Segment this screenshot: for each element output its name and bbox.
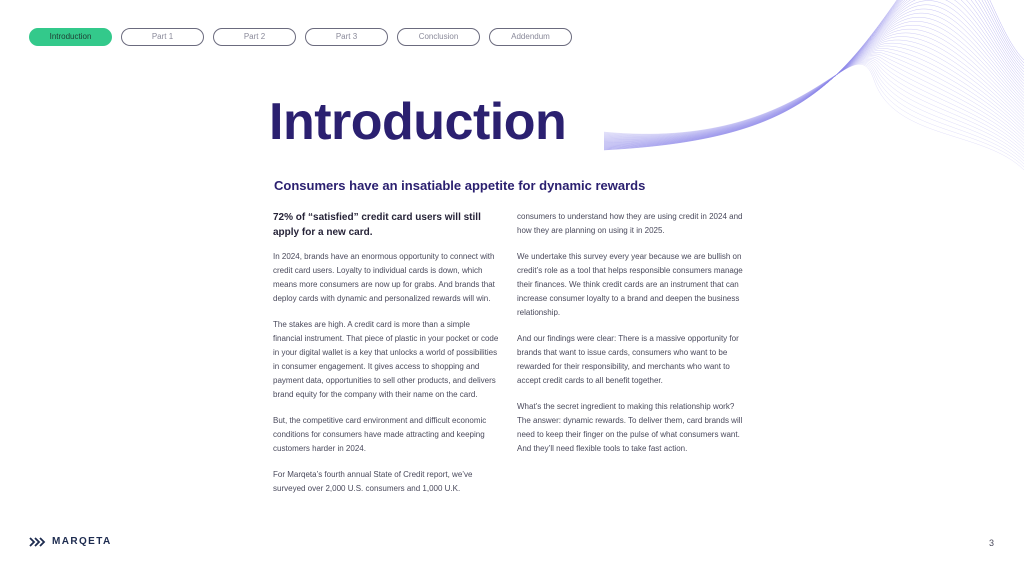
wave-line	[604, 0, 1024, 146]
wave-line	[604, 0, 1024, 147]
tab-part-3[interactable]: Part 3	[305, 28, 388, 46]
body-paragraph: For Marqeta’s fourth annual State of Credit report, we’ve surveyed over 2,000 U.S. consumers and 1,000 U.K.	[273, 470, 473, 493]
body-paragraph: We undertake this survey every year because we are bullish on credit’s role as a tool that helps responsible consumers manage their finances. We think credit cards are an instrument that can increase consumer loyalty to a brand and deepen the business relationship.	[517, 252, 743, 317]
page-subtitle: Consumers have an insatiable appetite for dynamic rewards	[274, 178, 646, 193]
body-paragraph: What’s the secret ingredient to making this relationship work? The answer: dynamic rewards. To deliver them, card brands will need to keep their finger on the pulse of what consumers want. And they’ll need flexible tools to take fast action.	[517, 402, 743, 453]
body-paragraph: And our findings were clear: There is a massive opportunity for brands that want to issue cards, consumers who want to be rewarded for their responsibility, and merchants who want to accept credit cards to all benefit together.	[517, 334, 739, 385]
page-title: Introduction	[269, 93, 567, 151]
wave-line	[604, 0, 1024, 150]
body-paragraph: The stakes are high. A credit card is more than a simple financial instrument. That piece of plastic in your pocket or code in your digital wallet is a key that unlocks a world of possibilities in consumer engagement. It gives access to shopping and payment data, opportunities to sell other products, and delivers brand equity for the company with their name on the card.	[273, 320, 499, 399]
text-column-left	[273, 210, 501, 508]
wave-line	[604, 50, 1024, 138]
wave-line	[604, 0, 1024, 148]
wave-line	[604, 62, 1024, 161]
wave-line	[604, 33, 1024, 141]
tab-conclusion[interactable]: Conclusion	[397, 28, 480, 46]
tab-part-2[interactable]: Part 2	[213, 28, 296, 46]
page-number: 3	[988, 538, 994, 548]
lead-statement: 72% of “satisfied” credit card users will still apply for a new card.	[273, 212, 481, 238]
wave-line	[604, 0, 1024, 149]
logo-wordmark: MARQETA	[52, 536, 112, 547]
wave-line	[604, 13, 1024, 143]
wave-line	[604, 25, 1024, 142]
tab-addendum[interactable]: Addendum	[489, 28, 572, 46]
wave-line	[604, 0, 1024, 145]
wave-line	[604, 0, 1024, 149]
wave-line	[604, 57, 1024, 146]
body-paragraph: In 2024, brands have an enormous opportunity to connect with credit card users. Loyalty to individual cards is down, which means more consumers are now up for grabs. And brands that deploy cards with dynamic and personalized rewards will win.	[273, 252, 495, 303]
marqeta-logo	[29, 536, 112, 547]
decorative-wave-graphic	[584, 0, 1024, 180]
wave-line	[604, 1, 1024, 145]
body-paragraph: But, the competitive card environment and difficult economic conditions for consumers have made attracting and keeping customers harder in 2024.	[273, 416, 487, 453]
tab-part-1[interactable]: Part 1	[121, 28, 204, 46]
body-paragraph: consumers to understand how they are using credit in 2024 and how they are planning on using it in 2025.	[517, 212, 743, 235]
wave-line	[604, 63, 1024, 164]
wave-line	[604, 21, 1024, 142]
text-column-right	[517, 210, 745, 468]
wave-line	[604, 5, 1024, 144]
marqeta-chevrons-icon	[29, 537, 47, 547]
section-nav	[29, 28, 572, 46]
wave-line	[604, 0, 1024, 147]
tab-introduction[interactable]: Introduction	[29, 28, 112, 46]
wave-line	[604, 64, 1024, 167]
wave-line	[604, 0, 1024, 150]
wave-line	[604, 29, 1024, 141]
wave-line	[604, 17, 1024, 143]
wave-line	[604, 0, 1024, 146]
